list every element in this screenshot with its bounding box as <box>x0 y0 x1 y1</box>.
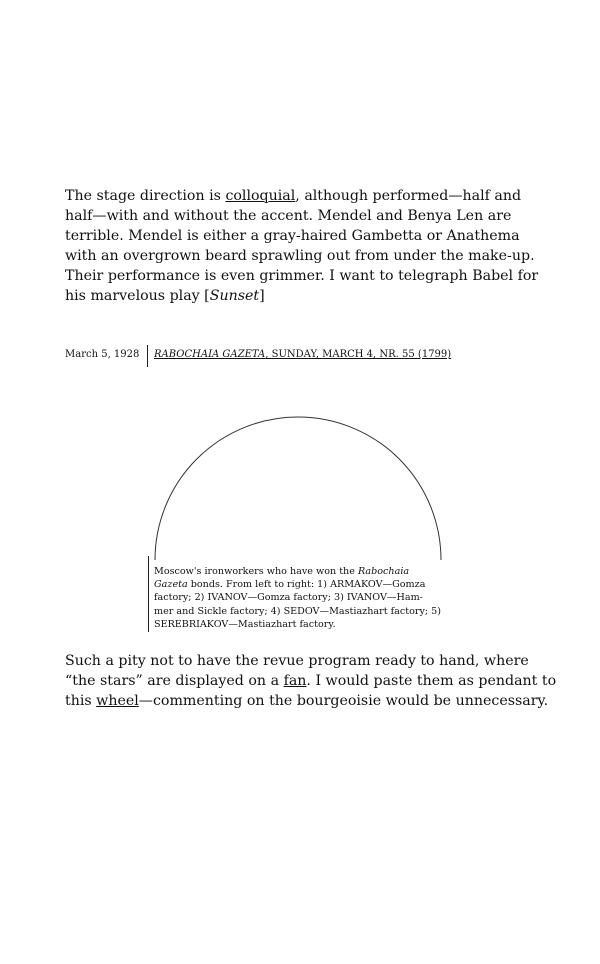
caption-divider <box>148 556 149 632</box>
paragraph-2-line-1: Such a pity not to have the revue program ready to hand, where <box>65 653 529 669</box>
text-segment: this <box>65 693 97 709</box>
entry-date: March 5, 1928 <box>65 349 140 360</box>
newspaper-name: RABOCHAIA GAZETA <box>154 349 266 360</box>
text-segment: “the stars” are displayed on a <box>65 673 284 689</box>
paragraph-1-line-5: Their performance is even grimmer. I want to telegraph Babel for <box>65 268 539 284</box>
text-segment: —commenting on the bourgeoisie would be unnecessary. <box>138 693 549 709</box>
text-segment: , although performed—half and <box>295 188 522 204</box>
paragraph-1 <box>65 186 539 306</box>
italic-newspaper-name: Rabochaia <box>357 566 410 577</box>
italic-newspaper-name: Gazeta <box>154 579 188 591</box>
text-segment: ] <box>259 288 265 304</box>
caption-line-4: mer and Sickle factory; 4) SEDOV—Mastiazhart factory; 5) <box>154 605 442 617</box>
text-segment: his marvelous play [ <box>65 288 210 304</box>
text-segment: Moscow's ironworkers who have won the <box>154 566 358 577</box>
underlined-word-wheel: wheel <box>96 693 139 709</box>
paragraph-1-line-2: half—with and without the accent. Mendel and Benya Len are <box>65 208 512 224</box>
caption-line-5: SEREBRIAKOV—Mastiazhart factory. <box>154 618 336 630</box>
newspaper-source <box>154 349 451 360</box>
paragraph-1-line-4: with an overgrown beard sprawling out from under the make-up. <box>65 248 535 264</box>
caption-line-1 <box>154 565 446 578</box>
paragraph-1-line-3: terrible. Mendel is either a gray-haired Gambetta or Anathema <box>65 228 520 244</box>
italic-title-sunset: Sunset <box>209 288 260 304</box>
semicircle-figure <box>150 414 446 564</box>
paragraph-1-line-6 <box>65 286 535 306</box>
paragraph-2-line-3 <box>65 691 549 711</box>
figure-caption <box>154 565 446 631</box>
semicircle-outline <box>150 414 446 564</box>
paragraph-2-line-2 <box>65 671 557 691</box>
paragraph-2 <box>65 651 557 711</box>
underlined-word-fan: fan <box>283 673 307 689</box>
text-segment: The stage direction is <box>65 188 226 204</box>
text-segment: bonds. From left to right: 1) ARMAKOV—Gomza <box>187 579 426 591</box>
caption-line-2 <box>154 578 446 591</box>
underlined-word-colloquial: colloquial <box>225 188 296 204</box>
dateline-divider <box>147 345 148 367</box>
caption-line-3: factory; 2) IVANOV—Gomza factory; 3) IVANOV—Ham- <box>154 592 423 604</box>
paragraph-1-line-1 <box>65 186 535 206</box>
text-segment: . I would paste them as pendant to <box>306 673 557 689</box>
newspaper-issue: , SUNDAY, MARCH 4, NR. 55 (1799) <box>265 349 452 360</box>
